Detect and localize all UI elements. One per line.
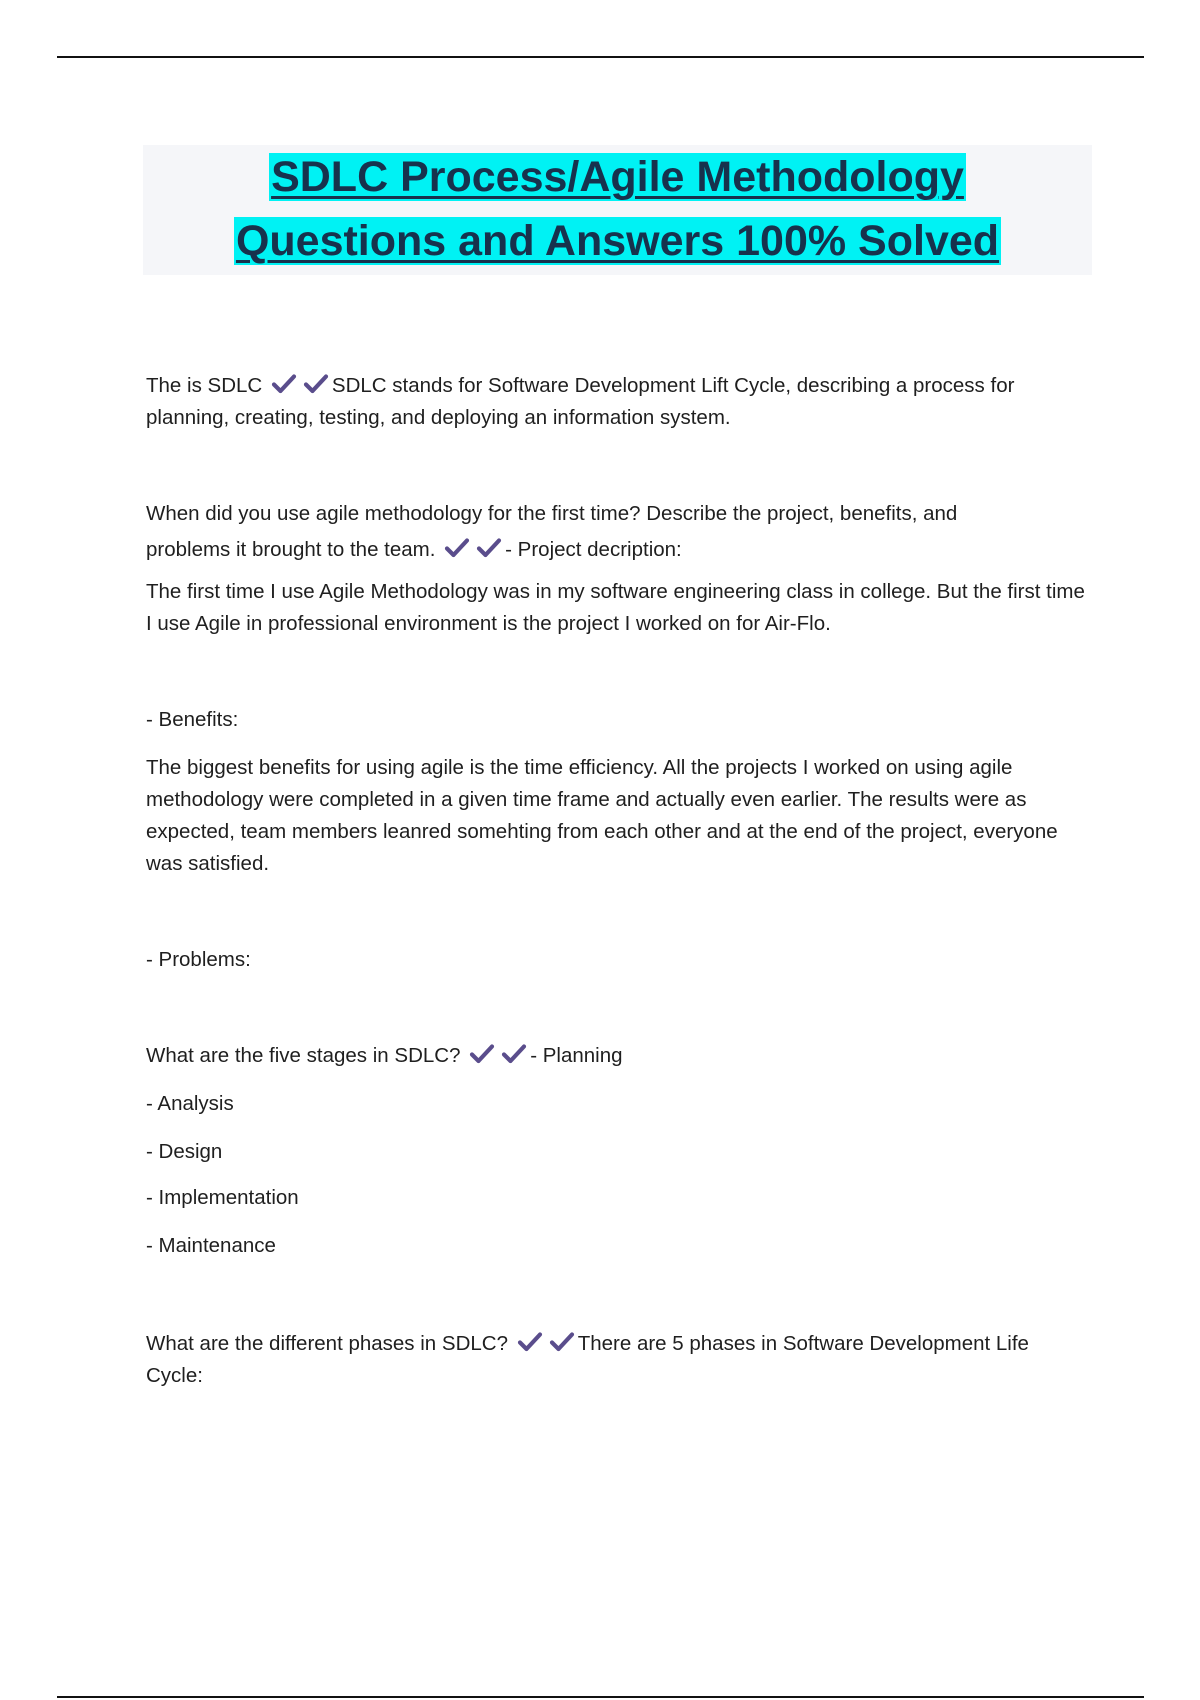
- question-text: The is SDLC: [146, 374, 263, 397]
- question-text: What are the different phases in SDLC?: [146, 1332, 508, 1355]
- benefits-text: The biggest benefits for using agile is the time efficiency. All the projects I worked on using agile methodology were completed in a given time frame and actually even earlier. The results were as expected, team members leanred somehting from each other and at the end of the project, everyone was satisfied.: [146, 756, 1058, 875]
- answer-text: - Project decription:: [505, 538, 682, 561]
- answer-text: There are 5 phases in Software Development Life Cycle:: [146, 1332, 1029, 1387]
- title-banner: [143, 145, 1092, 275]
- spacer: [146, 1168, 1086, 1182]
- check-icon: [271, 373, 297, 395]
- title-text-2: Questions and Answers 100% Solved: [235, 217, 1000, 265]
- qa-item-phases: [146, 1328, 1086, 1392]
- list-item: - Implementation: [146, 1186, 299, 1209]
- check-icon: [469, 1043, 495, 1065]
- list-item: - Design: [146, 1140, 223, 1163]
- spacer: [146, 434, 1086, 498]
- problems-label: - Problems:: [146, 948, 251, 971]
- question-text: What are the five stages in SDLC?: [146, 1044, 461, 1067]
- project-description-text: The first time I use Agile Methodology was in my software engineering class in college. But the first time I use Agile in professional environment is the project I worked on for Air-Flo.: [146, 580, 1085, 635]
- list-item: - Maintenance: [146, 1234, 276, 1257]
- check-icon: [476, 537, 502, 559]
- check-icon: [501, 1043, 527, 1065]
- spacer: [146, 736, 1086, 752]
- title-line-2: [143, 209, 1092, 273]
- title-text-1: SDLC Process/Agile Methodology: [271, 153, 964, 201]
- qa-item-five-stages: [146, 1040, 1086, 1072]
- spacer: [146, 1120, 1086, 1136]
- list-item: - Analysis: [146, 1092, 234, 1115]
- bottom-rule: [57, 1696, 1144, 1698]
- answer-text: SDLC stands for Software Development Lift Cycle, describing a process for planning, creating, testing, and deploying an information system.: [146, 374, 1015, 429]
- spacer: [146, 640, 1086, 704]
- question-line-2: problems it brought to the team.: [146, 538, 436, 561]
- top-rule: [57, 56, 1144, 58]
- qa-item-sdlc: [146, 370, 1086, 434]
- answer-text: - Planning: [530, 1044, 623, 1067]
- benefits-label: - Benefits:: [146, 708, 239, 731]
- check-icon: [303, 373, 329, 395]
- check-pair: [466, 1044, 530, 1067]
- check-icon: [517, 1331, 543, 1353]
- spacer: [146, 976, 1086, 1040]
- check-icon: [549, 1331, 575, 1353]
- spacer: [146, 1072, 1086, 1088]
- document-body: [146, 370, 1086, 1392]
- title-line-1: [143, 145, 1092, 209]
- check-icon: [444, 537, 470, 559]
- spacer: [146, 566, 1086, 576]
- spacer: [146, 1262, 1086, 1328]
- spacer: [146, 1214, 1086, 1230]
- check-pair: [441, 538, 505, 561]
- spacer: [146, 880, 1086, 944]
- question-line-1: When did you use agile methodology for the first time? Describe the project, benefits, and: [146, 502, 958, 525]
- qa-item-agile-first-time: [146, 534, 1086, 566]
- check-pair: [268, 374, 332, 397]
- check-pair: [514, 1332, 578, 1355]
